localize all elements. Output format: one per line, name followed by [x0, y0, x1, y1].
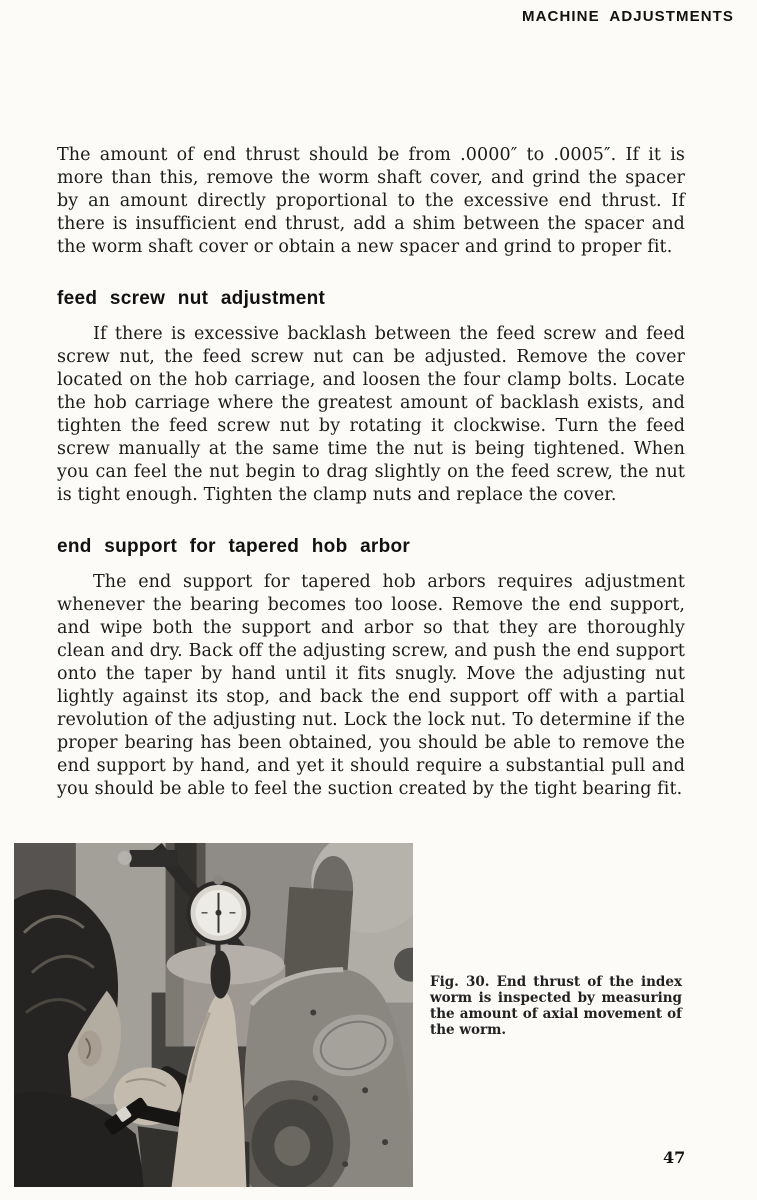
machine-inspection-photo-illustration: [14, 843, 413, 1187]
section-heading-end-support-tapered-hob-arbor: end support for tapered hob arbor: [57, 536, 411, 557]
figure-caption: Fig. 30. End thrust of the index worm is inspected by measuring the amount of axial movement of the worm.: [430, 974, 682, 1038]
running-header: MACHINE ADJUSTMENTS: [521, 8, 734, 25]
pointing-finger: [211, 951, 231, 999]
section-paragraph-end-support-tapered-hob-arbor: The end support for tapered hob arbors requires adjustment whenever the bearing becomes too loose. Remove the end support, and wipe both the support and arbor so that they are thoroughly clean and dry. Back off the adjusting screw, and push the end support onto the taper by hand until it fits snugly. Move the adjusting nut lightly against its stop, and back the end support off with a partial revolution of the adjusting nut. Lock the lock nut. To determine if the proper bearing has been obtained, you should be able to remove the end support by hand, and yet it should require a substantial pull and you should be able to feel the suction created by the tight bearing fit.: [57, 572, 685, 799]
section-paragraph-feed-screw-nut-adjustment: If there is excessive backlash between the feed screw and feed screw nut, the feed screw nut can be adjusted. Remove the cover located on the hob carriage, and loosen the four clamp bolts. Locate the hob carriage where the greatest amount of backlash exists, and tighten the feed screw nut by rotating it clockwise. Turn the feed screw manually at the same time the nut is being tightened. When you can feel the nut begin to drag slightly on the feed screw, the nut is tight enough. Tighten the clamp nuts and replace the cover.: [57, 324, 685, 505]
page-number: 47: [663, 1148, 686, 1167]
figure-photo: [14, 843, 413, 1187]
section-heading-feed-screw-nut-adjustment: feed screw nut adjustment: [57, 288, 326, 309]
intro-paragraph: The amount of end thrust should be from .0000″ to .0005″. If it is more than this, remove the worm shaft cover, and grind the spacer by an amount directly proportional to the excessive end thrust. If there is insufficient end thrust, add a shim between the spacer and the worm shaft cover or obtain a new spacer and grind to proper fit.: [57, 145, 685, 257]
page-content: [57, 144, 685, 801]
